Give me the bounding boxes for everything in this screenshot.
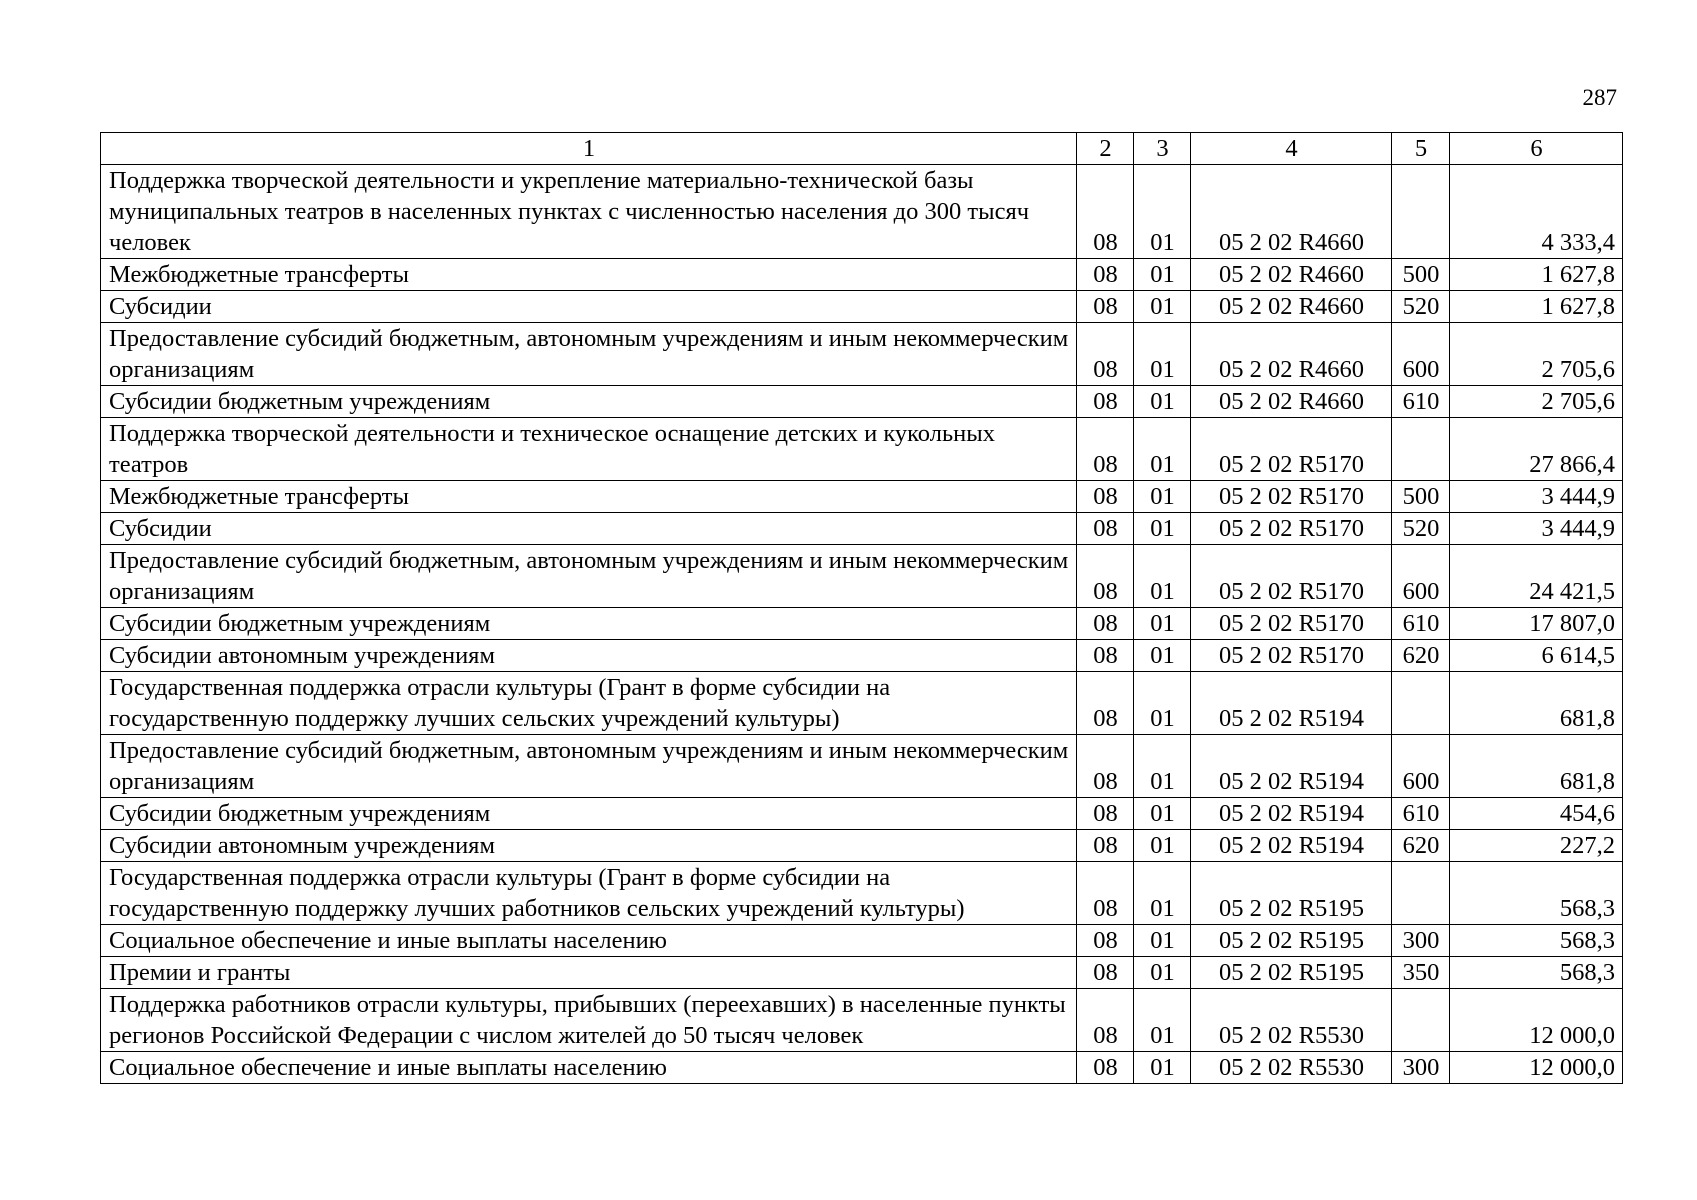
row-expense-type-cell: 600	[1392, 545, 1450, 608]
row-subsection-cell: 01	[1134, 481, 1191, 513]
row-subsection-cell: 01	[1134, 672, 1191, 735]
header-row	[101, 133, 1623, 165]
header-cell-amount: 6	[1450, 133, 1623, 165]
row-section-cell: 08	[1077, 545, 1134, 608]
row-subsection-cell: 01	[1134, 640, 1191, 672]
row-amount-cell: 1 627,8	[1450, 291, 1623, 323]
table-row	[101, 925, 1623, 957]
row-subsection-cell: 01	[1134, 323, 1191, 386]
row-amount-cell: 227,2	[1450, 830, 1623, 862]
row-expense-type-cell: 500	[1392, 481, 1450, 513]
row-target-article-cell: 05 2 02 R4660	[1191, 323, 1392, 386]
table-row	[101, 481, 1623, 513]
row-section-cell: 08	[1077, 259, 1134, 291]
table-row	[101, 545, 1623, 608]
row-section-cell: 08	[1077, 862, 1134, 925]
row-name-cell: Предоставление субсидий бюджетным, автономным учреждениям и иным некоммерческим организациям	[101, 735, 1077, 798]
row-expense-type-cell: 300	[1392, 1052, 1450, 1084]
row-name-cell: Субсидии бюджетным учреждениям	[101, 798, 1077, 830]
row-expense-type-cell	[1392, 989, 1450, 1052]
row-target-article-cell: 05 2 02 R4660	[1191, 386, 1392, 418]
budget-table	[100, 132, 1623, 1084]
row-subsection-cell: 01	[1134, 957, 1191, 989]
row-amount-cell: 12 000,0	[1450, 989, 1623, 1052]
row-subsection-cell: 01	[1134, 798, 1191, 830]
row-amount-cell: 12 000,0	[1450, 1052, 1623, 1084]
row-subsection-cell: 01	[1134, 545, 1191, 608]
row-amount-cell: 681,8	[1450, 672, 1623, 735]
row-section-cell: 08	[1077, 798, 1134, 830]
row-name-cell: Субсидии	[101, 513, 1077, 545]
row-subsection-cell: 01	[1134, 989, 1191, 1052]
row-expense-type-cell: 600	[1392, 323, 1450, 386]
row-amount-cell: 681,8	[1450, 735, 1623, 798]
row-target-article-cell: 05 2 02 R5530	[1191, 1052, 1392, 1084]
row-amount-cell: 3 444,9	[1450, 513, 1623, 545]
row-section-cell: 08	[1077, 989, 1134, 1052]
row-expense-type-cell: 500	[1392, 259, 1450, 291]
row-section-cell: 08	[1077, 291, 1134, 323]
row-name-cell: Социальное обеспечение и иные выплаты населению	[101, 925, 1077, 957]
row-amount-cell: 4 333,4	[1450, 165, 1623, 259]
row-expense-type-cell: 620	[1392, 830, 1450, 862]
row-target-article-cell: 05 2 02 R5194	[1191, 672, 1392, 735]
row-target-article-cell: 05 2 02 R5194	[1191, 798, 1392, 830]
row-amount-cell: 24 421,5	[1450, 545, 1623, 608]
row-subsection-cell: 01	[1134, 862, 1191, 925]
row-section-cell: 08	[1077, 672, 1134, 735]
row-expense-type-cell	[1392, 418, 1450, 481]
table-body	[101, 165, 1623, 1084]
header-cell-section: 2	[1077, 133, 1134, 165]
table-row	[101, 608, 1623, 640]
row-target-article-cell: 05 2 02 R5170	[1191, 481, 1392, 513]
table-row	[101, 830, 1623, 862]
row-amount-cell: 27 866,4	[1450, 418, 1623, 481]
row-name-cell: Межбюджетные трансферты	[101, 259, 1077, 291]
table-row	[101, 259, 1623, 291]
row-expense-type-cell: 610	[1392, 798, 1450, 830]
row-expense-type-cell: 610	[1392, 608, 1450, 640]
row-section-cell: 08	[1077, 640, 1134, 672]
row-section-cell: 08	[1077, 418, 1134, 481]
row-name-cell: Субсидии	[101, 291, 1077, 323]
row-name-cell: Социальное обеспечение и иные выплаты населению	[101, 1052, 1077, 1084]
header-cell-expense-type: 5	[1392, 133, 1450, 165]
table-row	[101, 513, 1623, 545]
table-row	[101, 862, 1623, 925]
row-amount-cell: 6 614,5	[1450, 640, 1623, 672]
table-row	[101, 386, 1623, 418]
table-row	[101, 418, 1623, 481]
row-name-cell: Поддержка работников отрасли культуры, прибывших (переехавших) в населенные пункты регионов Российской Федерации с числом жителей до 50 тысяч человек	[101, 989, 1077, 1052]
table-row	[101, 672, 1623, 735]
row-amount-cell: 17 807,0	[1450, 608, 1623, 640]
row-section-cell: 08	[1077, 323, 1134, 386]
row-target-article-cell: 05 2 02 R5194	[1191, 735, 1392, 798]
row-section-cell: 08	[1077, 735, 1134, 798]
row-subsection-cell: 01	[1134, 925, 1191, 957]
row-name-cell: Государственная поддержка отрасли культуры (Грант в форме субсидии на государственную поддержку лучших работников сельских учреждений культуры)	[101, 862, 1077, 925]
page-number: 287	[1582, 85, 1617, 110]
row-expense-type-cell: 520	[1392, 291, 1450, 323]
row-section-cell: 08	[1077, 1052, 1134, 1084]
table-row	[101, 291, 1623, 323]
table-row	[101, 323, 1623, 386]
row-expense-type-cell: 620	[1392, 640, 1450, 672]
row-expense-type-cell	[1392, 165, 1450, 259]
row-target-article-cell: 05 2 02 R5170	[1191, 608, 1392, 640]
row-target-article-cell: 05 2 02 R5170	[1191, 418, 1392, 481]
row-amount-cell: 568,3	[1450, 862, 1623, 925]
row-section-cell: 08	[1077, 608, 1134, 640]
row-section-cell: 08	[1077, 513, 1134, 545]
row-amount-cell: 568,3	[1450, 957, 1623, 989]
row-target-article-cell: 05 2 02 R4660	[1191, 165, 1392, 259]
row-section-cell: 08	[1077, 830, 1134, 862]
row-section-cell: 08	[1077, 957, 1134, 989]
row-subsection-cell: 01	[1134, 830, 1191, 862]
header-cell-target-article: 4	[1191, 133, 1392, 165]
row-target-article-cell: 05 2 02 R5195	[1191, 862, 1392, 925]
row-name-cell: Субсидии бюджетным учреждениям	[101, 608, 1077, 640]
row-expense-type-cell: 610	[1392, 386, 1450, 418]
row-subsection-cell: 01	[1134, 608, 1191, 640]
row-target-article-cell: 05 2 02 R5530	[1191, 989, 1392, 1052]
table-row	[101, 165, 1623, 259]
row-subsection-cell: 01	[1134, 513, 1191, 545]
row-subsection-cell: 01	[1134, 735, 1191, 798]
row-name-cell: Субсидии бюджетным учреждениям	[101, 386, 1077, 418]
row-amount-cell: 568,3	[1450, 925, 1623, 957]
header-cell-name: 1	[101, 133, 1077, 165]
row-target-article-cell: 05 2 02 R5195	[1191, 925, 1392, 957]
row-subsection-cell: 01	[1134, 165, 1191, 259]
row-target-article-cell: 05 2 02 R5170	[1191, 640, 1392, 672]
row-expense-type-cell: 350	[1392, 957, 1450, 989]
header-cell-subsection: 3	[1134, 133, 1191, 165]
row-target-article-cell: 05 2 02 R5194	[1191, 830, 1392, 862]
row-target-article-cell: 05 2 02 R4660	[1191, 291, 1392, 323]
row-expense-type-cell: 300	[1392, 925, 1450, 957]
row-section-cell: 08	[1077, 386, 1134, 418]
row-name-cell: Поддержка творческой деятельности и укрепление материально-технической базы муниципальных театров в населенных пунктах с численностью населения до 300 тысяч человек	[101, 165, 1077, 259]
row-target-article-cell: 05 2 02 R5170	[1191, 513, 1392, 545]
table-row	[101, 640, 1623, 672]
row-amount-cell: 2 705,6	[1450, 323, 1623, 386]
row-expense-type-cell	[1392, 862, 1450, 925]
row-expense-type-cell: 520	[1392, 513, 1450, 545]
row-subsection-cell: 01	[1134, 386, 1191, 418]
row-name-cell: Предоставление субсидий бюджетным, автономным учреждениям и иным некоммерческим организациям	[101, 323, 1077, 386]
row-expense-type-cell	[1392, 672, 1450, 735]
row-subsection-cell: 01	[1134, 1052, 1191, 1084]
row-amount-cell: 3 444,9	[1450, 481, 1623, 513]
row-name-cell: Премии и гранты	[101, 957, 1077, 989]
table-row	[101, 798, 1623, 830]
table-row	[101, 957, 1623, 989]
row-name-cell: Субсидии автономным учреждениям	[101, 830, 1077, 862]
row-target-article-cell: 05 2 02 R4660	[1191, 259, 1392, 291]
row-section-cell: 08	[1077, 925, 1134, 957]
row-subsection-cell: 01	[1134, 418, 1191, 481]
row-target-article-cell: 05 2 02 R5170	[1191, 545, 1392, 608]
table-row	[101, 735, 1623, 798]
row-amount-cell: 1 627,8	[1450, 259, 1623, 291]
table-row	[101, 1052, 1623, 1084]
table-row	[101, 989, 1623, 1052]
row-name-cell: Предоставление субсидий бюджетным, автономным учреждениям и иным некоммерческим организациям	[101, 545, 1077, 608]
row-name-cell: Межбюджетные трансферты	[101, 481, 1077, 513]
row-amount-cell: 454,6	[1450, 798, 1623, 830]
row-name-cell: Государственная поддержка отрасли культуры (Грант в форме субсидии на государственную поддержку лучших сельских учреждений культуры)	[101, 672, 1077, 735]
row-name-cell: Поддержка творческой деятельности и техническое оснащение детских и кукольных театров	[101, 418, 1077, 481]
table-header	[101, 133, 1623, 165]
row-subsection-cell: 01	[1134, 291, 1191, 323]
row-name-cell: Субсидии автономным учреждениям	[101, 640, 1077, 672]
row-target-article-cell: 05 2 02 R5195	[1191, 957, 1392, 989]
row-expense-type-cell: 600	[1392, 735, 1450, 798]
row-section-cell: 08	[1077, 165, 1134, 259]
row-subsection-cell: 01	[1134, 259, 1191, 291]
row-amount-cell: 2 705,6	[1450, 386, 1623, 418]
row-section-cell: 08	[1077, 481, 1134, 513]
